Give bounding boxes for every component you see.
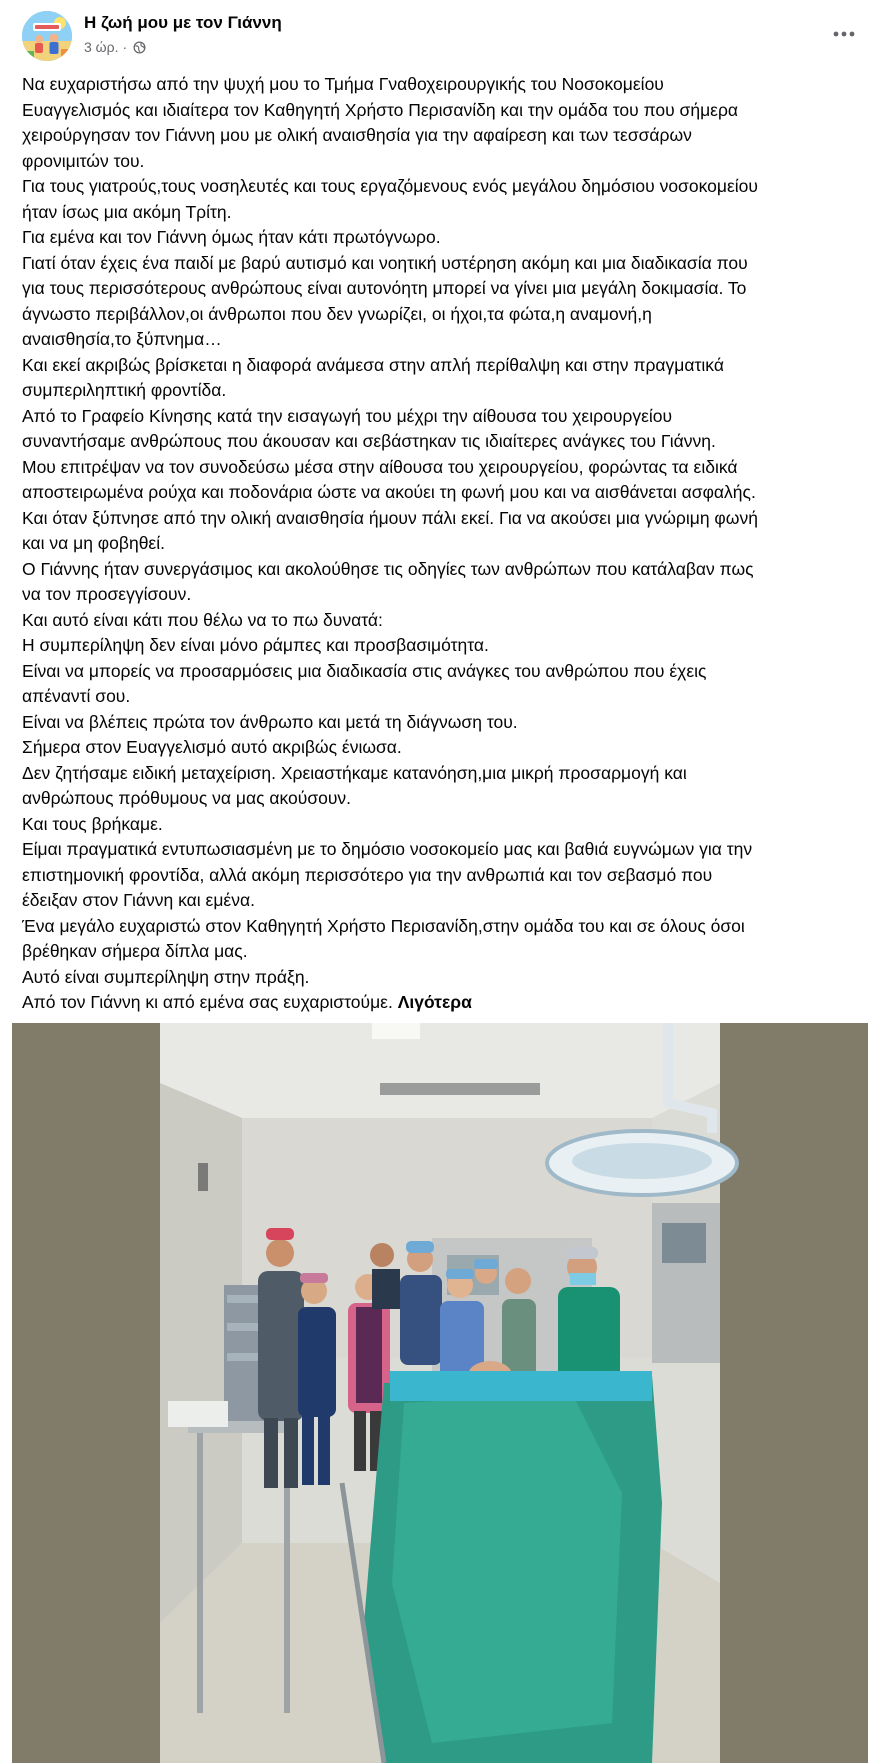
post-last-line-text: Από τον Γιάννη κι από εμένα σας ευχαριστούμε. xyxy=(22,992,398,1012)
post-paragraph-line: Γιατί όταν έχεις ένα παιδί με βαρύ αυτισμό και νοητική υστέρηση ακόμη και μια διαδικασία που xyxy=(22,252,748,273)
post-paragraph-line: Και τους βρήκαμε. xyxy=(22,813,163,834)
post-paragraph-line: συμπεριληπτική φροντίδα. xyxy=(22,380,227,400)
post-paragraph-line: απέναντί σου. xyxy=(22,686,131,706)
post-paragraph-line: Δεν ζητήσαμε ειδική μεταχείριση. Χρειαστήκαμε κατανόηση,μια μικρή προσαρμογή και xyxy=(22,762,687,783)
avatar-image xyxy=(22,11,72,61)
post-paragraph-line: Ευαγγελισμός και ιδιαίτερα τον Καθηγητή Χρήστο Περισανίδη και την ομάδα του που σήμερα xyxy=(22,99,739,120)
post-paragraph-line: Αυτό είναι συμπερίληψη στην πράξη. xyxy=(22,966,310,987)
more-options-button[interactable] xyxy=(826,16,862,52)
post-paragraph-line: Από το Γραφείο Κίνησης κατά την εισαγωγή του μέχρι την αίθουσα του χειρουργείου xyxy=(22,405,673,426)
post-paragraph-line: αποστειρωμένα ρούχα και ποδονάρια ώστε να ακούει τη φωνή μου και να αισθάνεται ασφαλής. xyxy=(22,482,756,502)
post-paragraph-line: συναντήσαμε ανθρώπους που άκουσαν και σεβάστηκαν τις ιδιαίτερες ανάγκες του Γιάννη. xyxy=(22,431,716,451)
post-paragraph-line: άγνωστο περιβάλλον,οι άνθρωποι που δεν γνωρίζει, οι ήχοι,τα φώτα,η αναμονή,η xyxy=(22,303,652,324)
page-name-link[interactable]: Η ζωή μου με τον Γιάννη xyxy=(84,13,282,32)
post-paragraph-line: Να ευχαριστήσω από την ψυχή μου το Τμήμα Γναθοχειρουργικής του Νοσοκομείου xyxy=(22,74,664,94)
post-paragraph-line: Και όταν ξύπνησε από την ολική αναισθησία ήμουν πάλι εκεί. Για να ακούσει μια γνώριμη φωνή xyxy=(22,507,758,528)
more-options-icon xyxy=(833,31,855,37)
globe-icon[interactable] xyxy=(133,41,146,54)
post-paragraph-line: Είναι να μπορείς να προσαρμόσεις μια διαδικασία στις ανάγκες του ανθρώπου που έχεις xyxy=(22,660,707,681)
post-header xyxy=(0,0,880,66)
post-paragraph-line: Και εκεί ακριβώς βρίσκεται η διαφορά ανάμεσα στην απλή περίθαλψη και στην πραγματικά xyxy=(22,354,724,375)
post-paragraph-line: Είναι να βλέπεις πρώτα τον άνθρωπο και μετά τη διάγνωση του. xyxy=(22,711,518,732)
post-paragraph-line: Για εμένα και τον Γιάννη όμως ήταν κάτι πρωτόγνωρο. xyxy=(22,227,441,247)
post-paragraph-line: Ένα μεγάλο ευχαριστώ στον Καθηγητή Χρήστο Περισανίδη,στην ομάδα του και σε όλους όσοι xyxy=(22,915,745,936)
post-paragraph-line: Και αυτό είναι κάτι που θέλω να το πω δυνατά: xyxy=(22,609,383,630)
page-avatar[interactable] xyxy=(22,11,72,61)
post-paragraph-line: Μου επιτρέψαν να τον συνοδεύσω μέσα στην αίθουσα του χειρουργείου, φορώντας τα ειδικά xyxy=(22,456,738,477)
post-paragraph-line: αναισθησία,το ξύπνημα… xyxy=(22,329,222,349)
post-paragraph-line: επιστημονική φροντίδα, αλλά ακόμη περισσότερο για την ανθρωπιά και τον σεβασμό που xyxy=(22,864,713,885)
meta-separator: · xyxy=(122,39,128,55)
post-paragraph-line: χειρούργησαν τον Γιάννη μου με ολική αναισθησία για την αφαίρεση και των τεσσάρων xyxy=(22,125,692,145)
post-text xyxy=(22,72,862,1016)
post-paragraph-line: έδειξαν στον Γιάννη και εμένα. xyxy=(22,890,255,910)
post-paragraph-line: ήταν ίσως μια ακόμη Τρίτη. xyxy=(22,201,232,222)
post-paragraph-line: για τους περισσότερους ανθρώπους είναι αυτονόητη μπορεί να γίνει μια μεγάλη δοκιμασία. Το xyxy=(22,278,747,298)
post-paragraph-line: Ο Γιάννης ήταν συνεργάσιμος και ακολούθησε τις οδηγίες των ανθρώπων που κατάλαβαν πως xyxy=(22,558,754,579)
post-paragraph-line: Είμαι πραγματικά εντυπωσιασμένη με το δημόσιο νοσοκομείο μας και βαθιά ευγνώμων για την xyxy=(22,839,753,859)
post-last-line xyxy=(22,990,862,1016)
post-paragraph-line: και να μη φοβηθεί. xyxy=(22,533,165,553)
post-paragraph-line: φρονιμιτών του. xyxy=(22,150,145,171)
post-paragraph-line: Για τους γιατρούς,τους νοσηλευτές και τους εργαζόμενους ενός μεγάλου δημόσιου νοσοκομείου xyxy=(22,176,758,196)
post-timestamp[interactable]: 3 ώρ. xyxy=(84,39,119,55)
post-paragraph-line: βρέθηκαν σήμερα δίπλα μας. xyxy=(22,941,248,961)
post-paragraph-line: Η συμπερίληψη δεν είναι μόνο ράμπες και προσβασιμότητα. xyxy=(22,635,489,655)
see-less-link[interactable]: Λιγότερα xyxy=(397,992,472,1012)
post-meta xyxy=(84,39,146,55)
post-paragraph-line: να τον προσεγγίσουν. xyxy=(22,584,192,604)
post-paragraph-line: Σήμερα στον Ευαγγελισμό αυτό ακριβώς ένιωσα. xyxy=(22,737,402,757)
operating-room-photo xyxy=(12,1023,868,1763)
post-paragraph-line: ανθρώπους πρόθυμους να μας ακούσουν. xyxy=(22,788,352,808)
post-photo[interactable] xyxy=(12,1023,868,1763)
